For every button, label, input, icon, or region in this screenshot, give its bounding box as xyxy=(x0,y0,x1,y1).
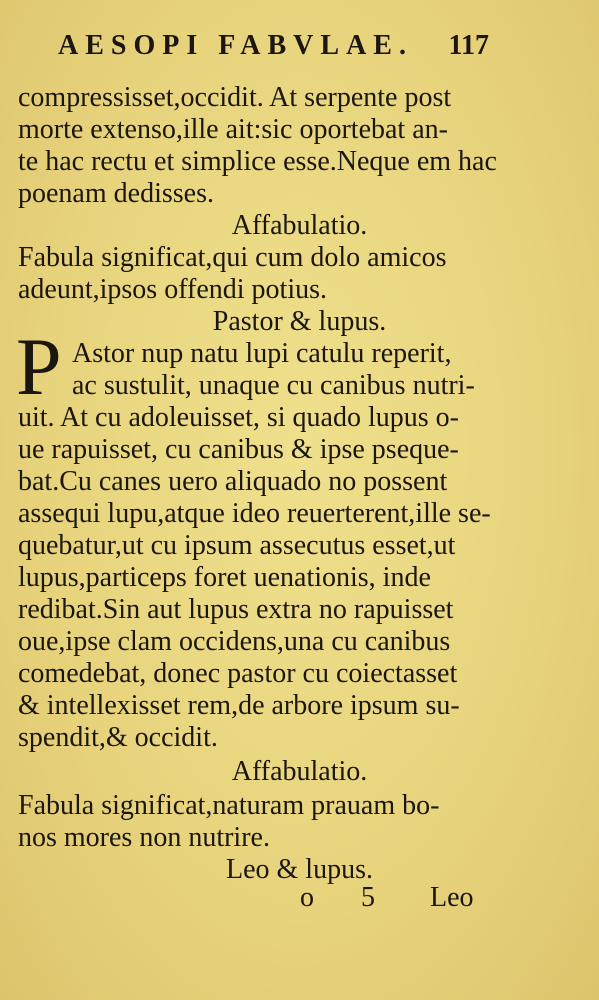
catchword: Leo xyxy=(430,882,474,913)
section-heading: Affabulatio. xyxy=(231,210,368,241)
fable-title: Pastor & lupus. xyxy=(212,306,387,337)
text-line: bat.Cu canes uero aliquado no possent xyxy=(18,466,448,497)
text-line: comedebat, donec pastor cu coiectasset xyxy=(18,658,458,689)
text-line: Fabula significat,naturam prauam bo- xyxy=(18,790,440,821)
running-title: AESOPI FABVLAE. xyxy=(58,30,413,61)
text-line: lupus,particeps foret uenationis, inde xyxy=(18,562,431,593)
text-line: Astor nup natu lupi catulu reperit, xyxy=(72,338,452,369)
text-line: ue rapuisset, cu canibus & ipse pseque- xyxy=(18,434,459,465)
text-line: uit. At cu adoleuisset, si quado lupus o- xyxy=(18,402,459,433)
text-line: Fabula significat,qui cum dolo amicos xyxy=(18,242,447,273)
page-number: 117 xyxy=(448,30,489,61)
signature-mark: o 5 xyxy=(300,882,395,913)
text-line: assequi lupu,atque ideo reuerterent,ille se- xyxy=(18,498,491,529)
text-line: ac sustulit, unaque cu canibus nutri- xyxy=(72,370,475,401)
text-line: spendit,& occidit. xyxy=(18,722,218,753)
text-line: quebatur,ut cu ipsum assecutus esset,ut xyxy=(18,530,456,561)
section-heading: Affabulatio. xyxy=(231,756,368,787)
text-line: adeunt,ipsos offendi potius. xyxy=(18,274,328,305)
drop-cap: P xyxy=(16,321,62,412)
text-line: poenam dedisses. xyxy=(18,178,214,209)
text-line: compressisset,occidit. At serpente post xyxy=(18,82,452,113)
text-line: nos mores non nutrire. xyxy=(18,822,270,853)
page-header xyxy=(0,26,599,66)
text-line: redibat.Sin aut lupus extra no rapuisset xyxy=(18,594,454,625)
fable-title: Leo & lupus. xyxy=(226,854,373,885)
text-line: oue,ipse clam occidens,una cu canibus xyxy=(18,626,451,657)
text-line: morte extenso,ille ait:sic oportebat an- xyxy=(18,114,448,145)
text-line: te hac rectu et simplice esse.Neque em hac xyxy=(18,146,497,177)
text-line: & intellexisset rem,de arbore ipsum su- xyxy=(18,690,460,721)
